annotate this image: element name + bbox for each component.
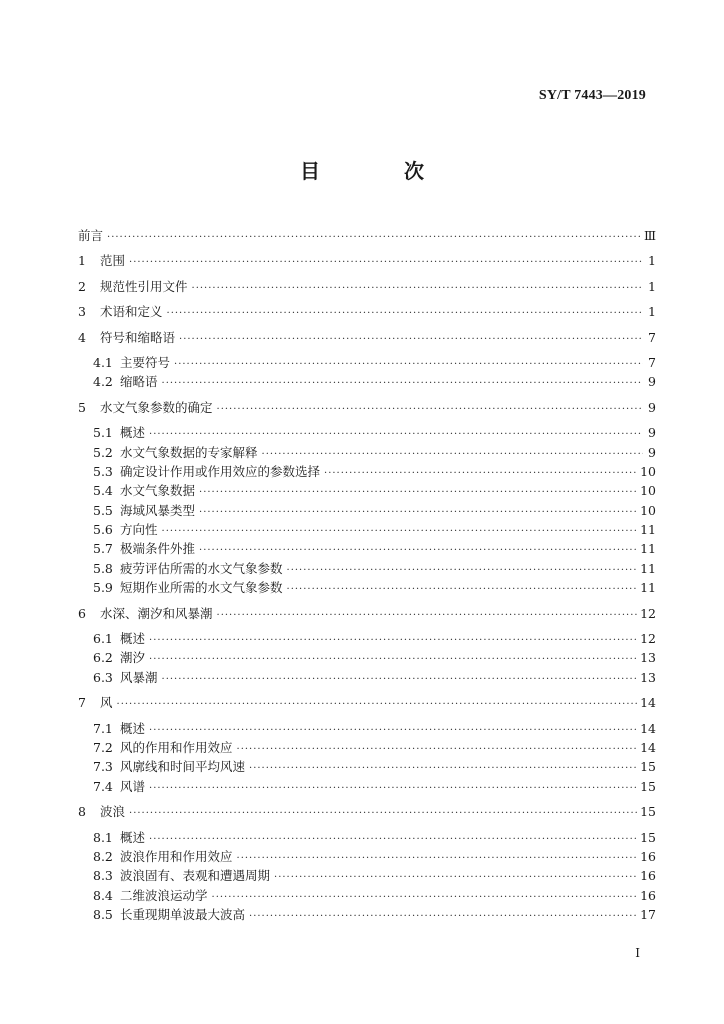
toc-entry-page: 15: [640, 759, 656, 775]
toc-entry-title: 主要符号: [120, 354, 171, 370]
dot-leader: [167, 304, 643, 323]
toc-entry[interactable]: [78, 578, 656, 597]
toc-entry[interactable]: [78, 423, 656, 442]
toc-entry-number: 5.2: [93, 444, 113, 460]
toc-entry[interactable]: [78, 719, 656, 738]
toc-entry-number: 5.1: [93, 425, 113, 441]
toc-entry-number: 1: [78, 253, 86, 269]
dot-leader: [249, 907, 637, 926]
toc-entry[interactable]: [78, 738, 656, 757]
toc-entry-page: 9: [648, 444, 656, 460]
toc-entry[interactable]: [78, 866, 656, 885]
toc-entry-title: 概述: [120, 631, 146, 647]
toc-entry-title: 方向性: [120, 522, 158, 538]
toc-entry-title: 缩略语: [120, 374, 158, 390]
toc-entry[interactable]: [78, 847, 656, 866]
toc-entry-number: 6.2: [93, 650, 113, 666]
dot-leader: [107, 228, 641, 247]
dot-leader: [149, 779, 637, 798]
toc-entry-number: 7.4: [93, 778, 113, 794]
dot-leader: [149, 631, 637, 650]
toc-entry-page: 10: [640, 502, 656, 518]
toc-entry-title: 概述: [120, 720, 146, 736]
toc-entry-title: 水文气象数据: [120, 483, 196, 499]
toc-entry-page: 15: [640, 804, 656, 820]
dot-leader: [199, 483, 637, 502]
dot-leader: [217, 606, 638, 625]
dot-leader: [129, 253, 643, 272]
toc-entry-number: 8.1: [93, 829, 113, 845]
dot-leader: [237, 849, 638, 868]
toc-entry-number: 5.5: [93, 502, 113, 518]
dot-leader: [324, 464, 637, 483]
toc-entry[interactable]: [78, 828, 656, 847]
dot-leader: [237, 740, 638, 759]
toc-entry-title: 波浪: [100, 804, 126, 820]
toc-entry-title: 海域风暴类型: [120, 502, 196, 518]
toc-entry-page: 17: [640, 907, 656, 923]
toc-entry-number: 4.2: [93, 374, 113, 390]
toc-entry-page: 16: [640, 868, 656, 884]
toc-entry-title: 短期作业所需的水文气象参数: [120, 580, 283, 596]
toc-entry-page: 7: [648, 329, 656, 345]
toc-entry[interactable]: [78, 604, 656, 623]
toc-entry-page: 15: [640, 829, 656, 845]
toc-entry-page: 1: [648, 278, 656, 294]
toc-entry[interactable]: [78, 302, 656, 321]
table-of-contents: [78, 226, 656, 925]
toc-entry-page: 1: [648, 253, 656, 269]
toc-entry-page: 10: [640, 483, 656, 499]
toc-entry[interactable]: [78, 559, 656, 578]
toc-entry[interactable]: [78, 648, 656, 667]
toc-entry-page: 14: [640, 720, 656, 736]
toc-entry-title: 水文气象数据的专家解释: [120, 444, 258, 460]
toc-entry-number: 5: [78, 399, 86, 415]
toc-entry[interactable]: [78, 802, 656, 821]
toc-entry-page: 9: [648, 425, 656, 441]
toc-entry-number: 5.4: [93, 483, 113, 499]
toc-entry-title: 疲劳评估所需的水文气象参数: [120, 560, 283, 576]
toc-entry-title: 风的作用和作用效应: [120, 739, 233, 755]
toc-entry-number: 5.7: [93, 541, 113, 557]
toc-entry[interactable]: [78, 886, 656, 905]
toc-entry-page: 12: [640, 605, 656, 621]
toc-entry-page: 14: [640, 739, 656, 755]
dot-leader: [199, 503, 637, 522]
toc-entry-page: 13: [640, 650, 656, 666]
toc-entry-title: 概述: [120, 829, 146, 845]
toc-entry-title: 概述: [120, 425, 146, 441]
toc-entry[interactable]: [78, 481, 656, 500]
toc-entry-number: 5.3: [93, 463, 113, 479]
toc-entry-title: 水文气象参数的确定: [100, 399, 213, 415]
dot-leader: [217, 400, 643, 419]
toc-entry[interactable]: [78, 372, 656, 391]
toc-entry[interactable]: [78, 501, 656, 520]
toc-entry-number: 4.1: [93, 354, 113, 370]
toc-entry-number: 7.1: [93, 720, 113, 736]
toc-entry-title: 范围: [100, 253, 126, 269]
toc-entry-number: 8.4: [93, 887, 113, 903]
dot-leader: [129, 804, 637, 823]
dot-leader: [249, 759, 637, 778]
toc-entry-title: 规范性引用文件: [100, 278, 188, 294]
toc-entry-number: 7: [78, 695, 86, 711]
dot-leader: [192, 279, 643, 298]
toc-entry[interactable]: [78, 757, 656, 776]
toc-entry[interactable]: [78, 353, 656, 372]
toc-entry-page: 11: [640, 560, 656, 576]
toc-entry-page: 11: [640, 541, 656, 557]
toc-entry[interactable]: [78, 629, 656, 648]
toc-entry-number: 7.2: [93, 739, 113, 755]
toc-entry-page: 12: [640, 631, 656, 647]
toc-entry-page: 10: [640, 463, 656, 479]
toc-entry-number: 8.2: [93, 848, 113, 864]
toc-entry-title: 风谱: [120, 778, 146, 794]
toc-entry-title: 极端条件外推: [120, 541, 196, 557]
toc-entry-number: 4: [78, 329, 86, 345]
toc-entry[interactable]: [78, 443, 656, 462]
dot-leader: [117, 695, 638, 714]
toc-entry-page: 16: [640, 848, 656, 864]
toc-entry-number: 5.6: [93, 522, 113, 538]
dot-leader: [174, 355, 643, 374]
toc-entry-number: 6.1: [93, 631, 113, 647]
standard-code: SY/T 7443—2019: [538, 88, 646, 103]
page-number: I: [635, 946, 640, 960]
toc-entry[interactable]: [78, 398, 656, 417]
toc-entry-title: 波浪固有、表观和遭遇周期: [120, 868, 271, 884]
dot-leader: [287, 561, 638, 580]
toc-entry-number: 5.9: [93, 580, 113, 596]
toc-entry-title: 术语和定义: [100, 304, 163, 320]
dot-leader: [162, 670, 638, 689]
toc-entry-page: 15: [640, 778, 656, 794]
toc-entry-title: 长重现期单波最大波高: [120, 907, 246, 923]
toc-entry-page: 11: [640, 522, 656, 538]
toc-entry-number: 8.3: [93, 868, 113, 884]
toc-entry[interactable]: [78, 693, 656, 712]
toc-entry-number: 5.8: [93, 560, 113, 576]
toc-entry[interactable]: [78, 277, 656, 296]
toc-entry[interactable]: [78, 462, 656, 481]
dot-leader: [212, 888, 638, 907]
toc-entry[interactable]: [78, 668, 656, 687]
toc-entry-title: 风: [100, 695, 113, 711]
toc-entry-page: 14: [640, 695, 656, 711]
toc-entry-page: 1: [648, 304, 656, 320]
toc-entry-title: 水深、潮汐和风暴潮: [100, 605, 213, 621]
dot-leader: [162, 374, 643, 393]
toc-entry-number: 2: [78, 278, 86, 294]
toc-entry-title: 二维波浪运动学: [120, 887, 208, 903]
toc-entry-page: 7: [648, 354, 656, 370]
toc-entry-page: 16: [640, 887, 656, 903]
toc-entry-title: 前言: [78, 228, 104, 243]
toc-entry-title: 符号和缩略语: [100, 329, 176, 345]
toc-entry-title: 确定设计作用或作用效应的参数选择: [120, 463, 321, 479]
dot-leader: [274, 868, 637, 887]
toc-entry[interactable]: [78, 251, 656, 270]
toc-entry-title: 潮汐: [120, 650, 146, 666]
toc-entry-title: 风廓线和时间平均风速: [120, 759, 246, 775]
toc-entry-page: 9: [648, 399, 656, 415]
toc-entry[interactable]: [78, 905, 656, 924]
dot-leader: [149, 650, 637, 669]
toc-entry-page: Ⅲ: [643, 228, 656, 243]
toc-entry-number: 8: [78, 804, 86, 820]
toc-entry-number: 6.3: [93, 669, 113, 685]
toc-entry-number: 8.5: [93, 907, 113, 923]
dot-leader: [287, 580, 638, 599]
toc-entry-page: 9: [648, 374, 656, 390]
toc-entry-number: 3: [78, 304, 86, 320]
toc-entry-title: 波浪作用和作用效应: [120, 848, 233, 864]
toc-entry-number: 7.3: [93, 759, 113, 775]
toc-entry[interactable]: [78, 520, 656, 539]
dot-leader: [179, 330, 643, 349]
toc-entry[interactable]: [78, 777, 656, 796]
toc-entry[interactable]: [78, 539, 656, 558]
toc-entry[interactable]: [78, 328, 656, 347]
toc-entry-title: 风暴潮: [120, 669, 158, 685]
toc-entry-page: 13: [640, 669, 656, 685]
toc-entry-number: 6: [78, 605, 86, 621]
toc-entry-page: 11: [640, 580, 656, 596]
dot-leader: [162, 522, 638, 541]
toc-entry[interactable]: [78, 226, 656, 245]
page-title: 目 次: [300, 159, 456, 183]
